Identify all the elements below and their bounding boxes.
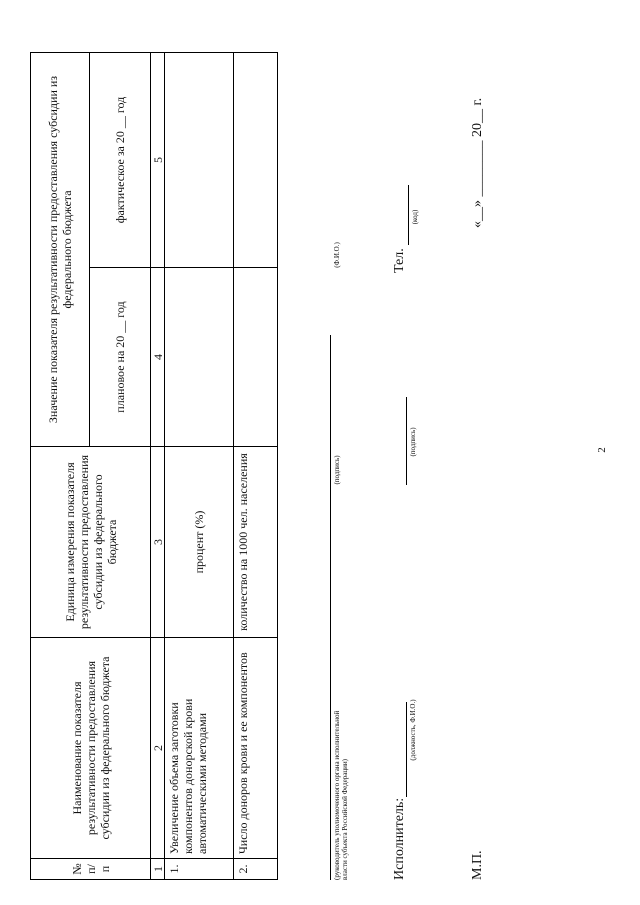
col-number-4: 4 bbox=[150, 267, 165, 447]
row1-planned bbox=[164, 267, 234, 447]
sign-caption: (подпись) bbox=[333, 455, 341, 485]
col-number-1: 1 bbox=[150, 858, 165, 880]
fio-caption: (Ф.И.О.) bbox=[333, 242, 341, 268]
phone-label: Тел. bbox=[392, 248, 407, 273]
code-caption: (код) bbox=[411, 209, 419, 225]
col-number-3: 3 bbox=[150, 446, 165, 638]
header-unit: Единица измерения показателя результативности предоставления субсидии из федерального бюджета bbox=[30, 446, 151, 638]
header-indicator-name: Наименование показателя результативности предоставления субсидии из федерального бюджета bbox=[30, 637, 151, 859]
sign-caption-2: (подпись) bbox=[409, 427, 417, 457]
page-number: 2 bbox=[596, 447, 608, 453]
row1-unit: процент (%) bbox=[164, 446, 234, 638]
position-fio-caption: (должность, Ф.И.О.) bbox=[409, 699, 417, 761]
row1-actual bbox=[164, 52, 234, 268]
row2-unit: количество на 1000 чел. населения bbox=[233, 446, 278, 638]
phone-line bbox=[408, 185, 409, 245]
row1-number: 1. bbox=[164, 858, 234, 880]
stamp-label: М.П. bbox=[470, 850, 485, 880]
header-number: № п/п bbox=[30, 858, 151, 880]
head-caption: (руководитель уполномоченного органа исполнительной власти субъекта Российской Федерации) bbox=[333, 710, 349, 880]
header-planned: плановое на 20 __ год bbox=[89, 267, 151, 447]
executor-sign-line bbox=[406, 397, 407, 485]
header-value-group: Значение показателя результативности предоставления субсидии из федерального бюджета bbox=[30, 52, 90, 447]
col-number-5: 5 bbox=[150, 52, 165, 268]
row1-name: Увеличение объема заготовки компонентов донорской крови автоматическими методами bbox=[164, 637, 234, 859]
row2-number: 2. bbox=[233, 858, 278, 880]
executor-name-line bbox=[406, 702, 407, 797]
header-actual: фактическое за 20 __ год bbox=[89, 52, 151, 268]
col-number-2: 2 bbox=[150, 637, 165, 859]
executor-label: Исполнитель: bbox=[392, 797, 407, 880]
row2-actual bbox=[233, 52, 278, 268]
row2-name: Число доноров крови и ее компонентов bbox=[233, 637, 278, 859]
date-label: «__» ________ 20__ г. bbox=[470, 97, 485, 228]
head-signature-line bbox=[330, 335, 331, 880]
row2-planned bbox=[233, 267, 278, 447]
